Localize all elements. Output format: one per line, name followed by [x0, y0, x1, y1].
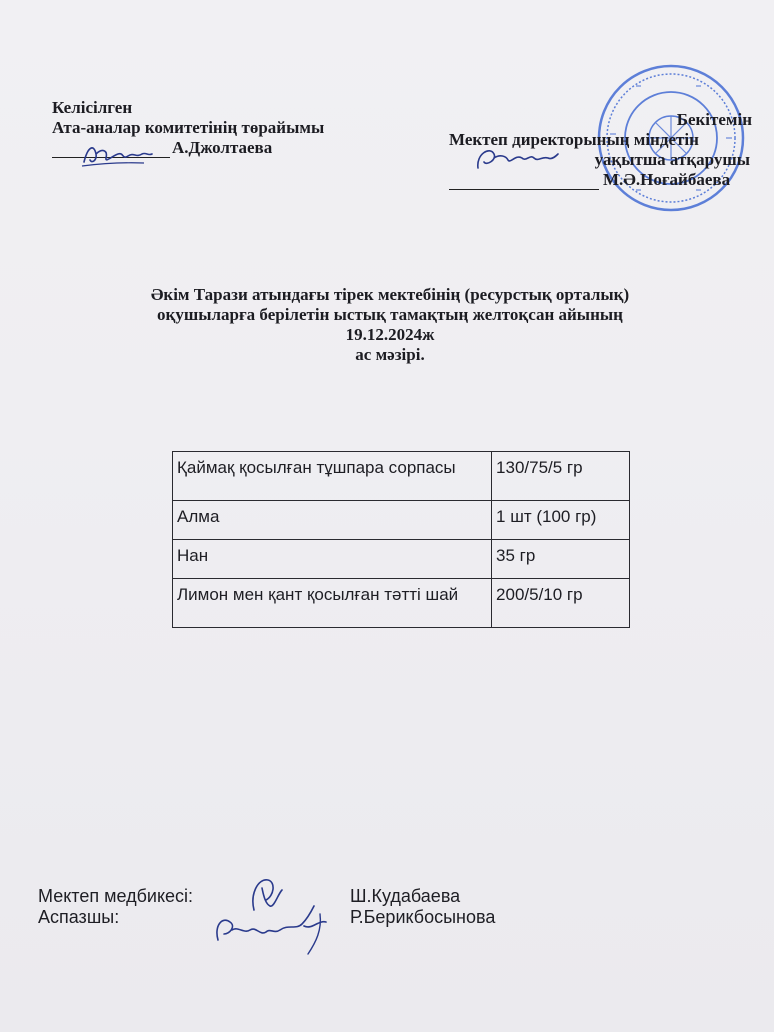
approved-role-line1: Мектеп директорының міндетін: [449, 130, 699, 149]
table-row: [173, 501, 630, 540]
agreed-signature: [78, 136, 158, 172]
table-row: [173, 452, 630, 501]
menu-title: [60, 285, 720, 365]
cook-name: Р.Берикбосынова: [350, 907, 496, 927]
dish-cell: Нан: [173, 540, 492, 579]
dish-cell: Қаймақ қосылған тұшпара сорпасы: [173, 452, 492, 501]
cook-label: Аспазшы:: [38, 907, 120, 927]
nurse-row: [38, 886, 598, 907]
cook-row: [38, 907, 598, 928]
footer-signatures: [38, 886, 598, 928]
approved-signature: [472, 140, 562, 176]
table-row: [173, 540, 630, 579]
portion-cell: 1 шт (100 гр): [492, 501, 630, 540]
portion-cell: 35 гр: [492, 540, 630, 579]
approved-role-line2: уақытша атқарушы: [594, 150, 750, 169]
title-line-4: ас мәзірі.: [355, 345, 425, 364]
table-row: [173, 579, 630, 628]
menu-table: [172, 451, 630, 628]
agreed-role: Ата-аналар комитетінің төрайымы: [52, 118, 325, 137]
title-line-3: 19.12.2024ж: [345, 325, 435, 344]
agreed-name: А.Джолтаева: [172, 138, 273, 157]
portion-cell: 200/5/10 гр: [492, 579, 630, 628]
title-line-1: Әкім Тарази атындағы тірек мектебінің (ресурстық орталық): [150, 285, 630, 304]
approved-name: М.Ә.Ноғайбаева: [603, 170, 731, 189]
title-line-2: оқушыларға берілетін ыстық тамақтың желтоқсан айының: [157, 305, 623, 324]
agreed-title: Келісілген: [52, 98, 133, 117]
dish-cell: Алма: [173, 501, 492, 540]
nurse-name: Ш.Кудабаева: [350, 886, 461, 906]
dish-cell: Лимон мен қант қосылған тәтті шай: [173, 579, 492, 628]
portion-cell: 130/75/5 гр: [492, 452, 630, 501]
approved-title: Бекітемін: [676, 110, 752, 129]
nurse-label: Мектеп медбикесі:: [38, 886, 194, 906]
